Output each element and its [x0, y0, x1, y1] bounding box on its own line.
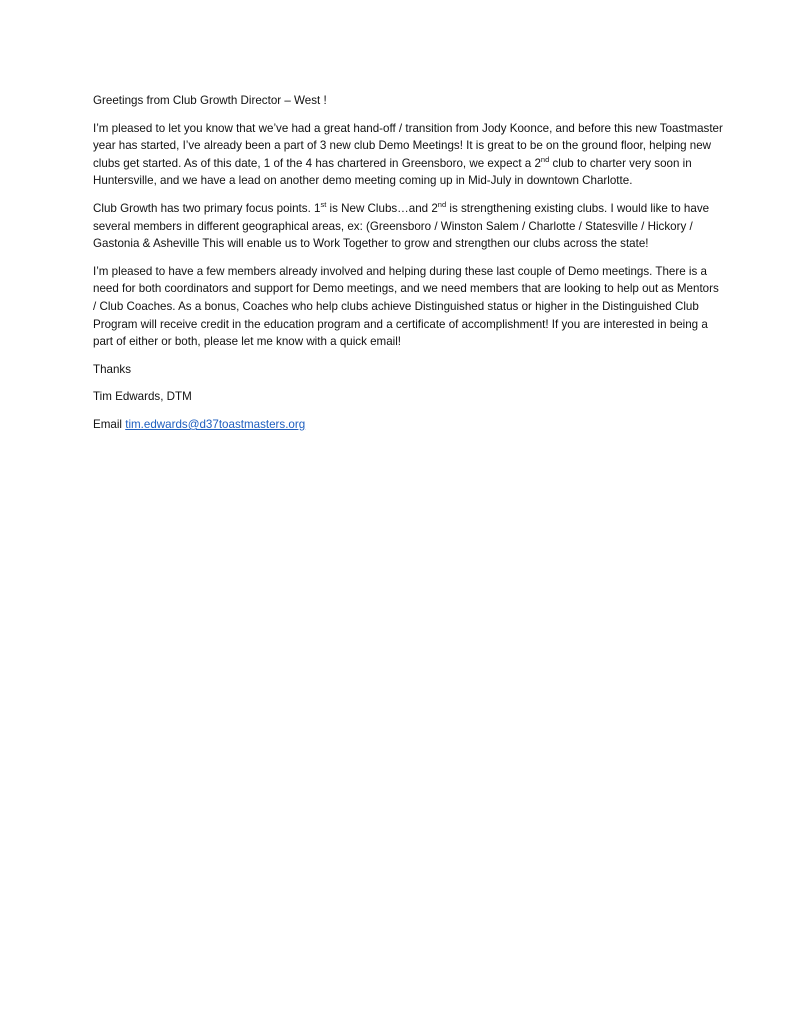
closing-thanks: Thanks: [93, 362, 132, 376]
paragraph-handoff-text-b: club to charter very soon in Huntersville, and we have a lead on another demo meeting coming up in Mid-July in downtown Charlotte.: [93, 156, 692, 188]
paragraph-coaches: I’m pleased to have a few members already involved and helping during these last couple of Demo meetings. There is a need for both coordinators and support for Demo meetings, and we need members that are looking to help out as Mentors / Club Coaches. As a bonus, Coaches who help clubs achieve Distinguished status or higher in the Distinguished Club Program will receive credit in the education program and a certificate of accomplishment! If you are interested in being a part of either or both, please let me know with a quick email!: [93, 264, 719, 349]
ordinal-suffix-second: nd: [437, 200, 447, 210]
signature-line: Tim Edwards, DTM: [93, 390, 192, 404]
paragraph-focus-text-b: is New Clubs…and 2: [326, 201, 438, 215]
email-link[interactable]: tim.edwards@d37toastmasters.org: [125, 417, 306, 431]
paragraph-handoff: [93, 120, 723, 190]
ordinal-suffix-first: st: [320, 200, 327, 210]
paragraph-focus-text-a: Club Growth has two primary focus points. 1: [93, 201, 321, 215]
greeting-line: Greetings from Club Growth Director – West !: [93, 94, 327, 107]
ordinal-suffix: nd: [540, 154, 550, 164]
paragraph-focus-text-c: is strengthening existing clubs. I would like to have several members in different geographical areas, ex: (Greensboro / Winston Salem / Charlotte / Statesville / Hickory / Gastonia & Asheville This will enable us to Work Together to grow and strengthen our clubs across the state!: [93, 201, 710, 251]
paragraph-focus-points: [93, 200, 723, 253]
email-line: [93, 416, 723, 434]
paragraph-handoff-text-a: I’m pleased to let you know that we’ve had a great hand-off / transition from Jody Koonce, and before this new Toastmaster year has started, I’ve already been a part of 3 new club Demo Meetings! It is great to be on the ground floor, helping new clubs get started. As of this date, 1 of the 4 has chartered in Greensboro, we expect a 2: [93, 121, 723, 170]
letter-body: [93, 92, 723, 444]
email-label: Email: [93, 417, 126, 431]
